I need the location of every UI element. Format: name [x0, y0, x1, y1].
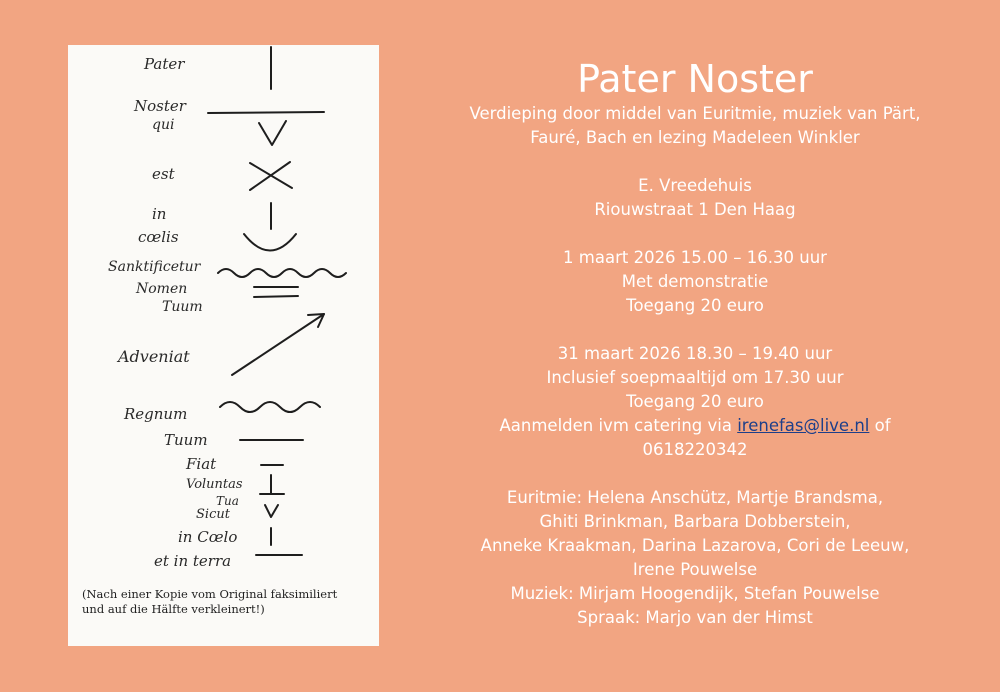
credits-line-1: Euritmie: Helena Anschütz, Martje Brandsma,	[506, 488, 884, 507]
music-credits: Muziek: Mirjam Hoogendijk, Stefan Pouwelse	[510, 584, 880, 603]
word-adveniat: Adveniat	[118, 347, 190, 366]
session-1-note: Met demonstratie	[621, 272, 769, 291]
event-info	[440, 56, 950, 630]
word-et-in-terra: et in terra	[154, 552, 232, 570]
caelis-gesture	[244, 234, 296, 251]
adveniat-gesture	[232, 314, 324, 375]
word-sanctificetur: Sanktificetur	[108, 259, 201, 275]
register-email-link[interactable]: irenefas@live.nl	[737, 416, 870, 435]
session-2-note: Inclusief soepmaaltijd om 17.30 uur	[546, 368, 844, 387]
word-fiat: Fiat	[186, 455, 217, 473]
word-tua: Tua	[216, 494, 239, 508]
word-tuum-2: Tuum	[164, 431, 208, 449]
word-caelis: cœlis	[138, 228, 179, 246]
word-regnum: Regnum	[124, 405, 188, 423]
facsimile-caption	[82, 587, 337, 617]
event-title: Pater Noster	[577, 57, 813, 101]
session-2-price: Toegang 20 euro	[626, 392, 764, 411]
caption-line-2: und auf die Hälfte verkleinert!)	[82, 602, 265, 616]
phone-number: 0618220342	[642, 440, 748, 459]
subtitle-line-1: Verdieping door middel van Euritmie, muziek van Pärt,	[469, 104, 921, 123]
word-nomen: Nomen	[136, 281, 188, 297]
regnum-gesture	[220, 402, 320, 412]
nomen-gesture-b	[254, 296, 298, 297]
subtitle-line-2: Fauré, Bach en lezing Madeleen Winkler	[530, 128, 860, 147]
venue-address: Riouwstraat 1 Den Haag	[594, 200, 796, 219]
word-qui: qui	[152, 117, 175, 133]
caption-line-1: (Nach einer Kopie vom Original faksimiliert	[82, 587, 338, 601]
credits-line-3: Anneke Kraakman, Darina Lazarova, Cori de Leeuw,	[480, 536, 910, 555]
credits-line-2: Ghiti Brinkman, Barbara Dobberstein,	[539, 512, 851, 531]
word-tuum-1: Tuum	[162, 299, 203, 315]
word-est: est	[152, 165, 175, 183]
credits-line-4: Irene Pouwelse	[632, 560, 758, 579]
qui-gesture	[259, 121, 286, 145]
pater-noster-facsimile	[68, 45, 379, 646]
noster-gesture	[208, 112, 324, 113]
word-noster: Noster	[134, 97, 186, 115]
word-in: in	[152, 205, 167, 223]
register-suffix: of	[874, 416, 891, 435]
session-2-date: 31 maart 2026 18.30 – 19.40 uur	[557, 344, 833, 363]
word-sicut: Sicut	[196, 507, 230, 522]
session-1-date: 1 maart 2026 15.00 – 16.30 uur	[563, 248, 827, 267]
venue-name: E. Vreedehuis	[638, 176, 752, 195]
word-pater: Pater	[144, 55, 185, 73]
sicut-gesture	[265, 505, 278, 517]
speech-credits: Spraak: Marjo van der Himst	[577, 608, 813, 627]
word-voluntas: Voluntas	[186, 477, 243, 492]
session-1-price: Toegang 20 euro	[626, 296, 764, 315]
register-prefix: Aanmelden ivm catering via	[499, 416, 732, 435]
register-line	[440, 414, 950, 438]
word-in-caelo: in Cœlo	[178, 528, 238, 546]
sanctificetur-gesture	[218, 269, 346, 277]
